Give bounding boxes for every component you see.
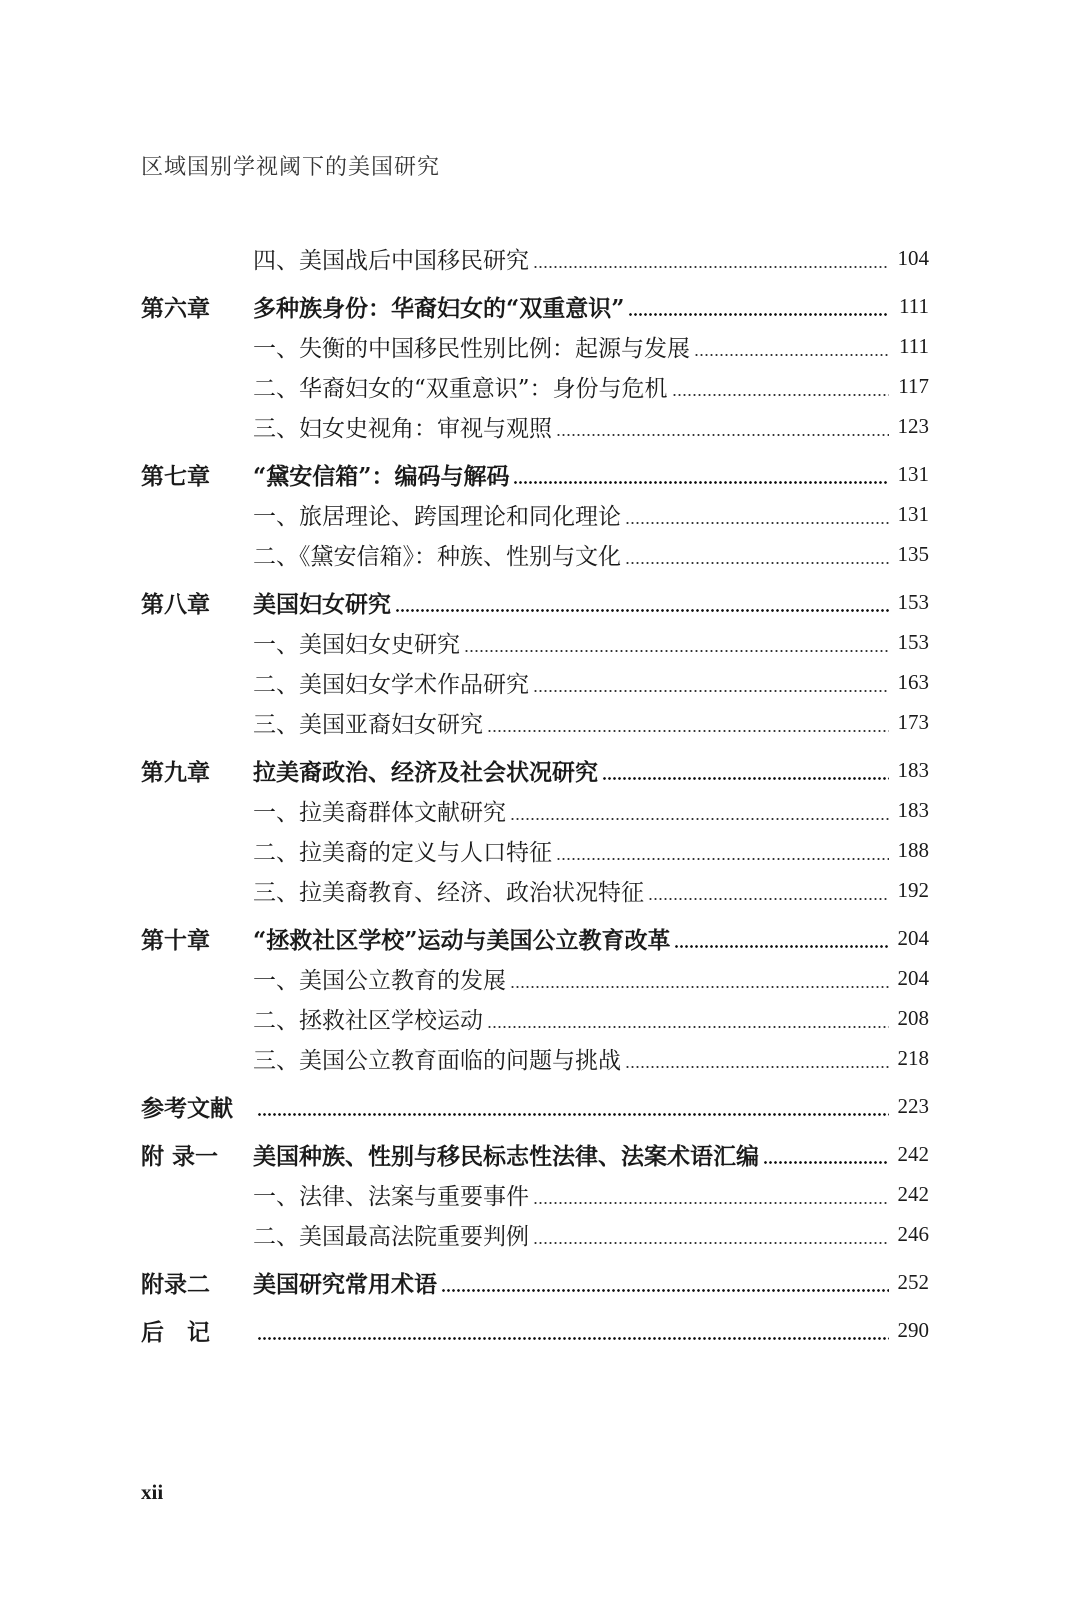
dot-leader <box>628 313 889 316</box>
toc-chapter-row <box>141 582 929 622</box>
toc-entry-label: 第七章 <box>141 462 210 490</box>
toc-chapter-row <box>141 750 929 790</box>
dot-leader <box>625 1066 889 1068</box>
dot-leader <box>556 434 889 436</box>
toc-section-row <box>141 238 929 278</box>
toc-page-number: 223 <box>897 1093 929 1118</box>
toc-chapter-row <box>141 918 929 958</box>
toc-page-number: 218 <box>897 1045 929 1070</box>
toc-entry-title: 二、美国妇女学术作品研究 <box>253 671 529 698</box>
dot-leader <box>533 690 889 692</box>
toc-chapter-row <box>141 286 929 326</box>
toc-page-number: 173 <box>897 709 929 734</box>
table-of-contents <box>141 238 929 1350</box>
dot-leader <box>625 562 889 564</box>
toc-entry-title: 二、华裔妇女的“双重意识”：身份与危机 <box>253 375 668 402</box>
toc-entry-label: 后 记 <box>141 1318 210 1346</box>
toc-section-row <box>141 622 929 662</box>
toc-page-number: 183 <box>897 797 929 822</box>
toc-entry-title: “黛安信箱”：编码与解码 <box>253 462 510 490</box>
dot-leader <box>441 1289 889 1292</box>
toc-page-number: 204 <box>897 965 929 990</box>
toc-entry-title: 三、美国亚裔妇女研究 <box>253 711 483 738</box>
toc-entry-title: 一、美国公立教育的发展 <box>253 967 506 994</box>
toc-section-row <box>141 870 929 910</box>
toc-page-number: 208 <box>897 1005 929 1030</box>
toc-page-number: 123 <box>897 413 929 438</box>
toc-section-row <box>141 958 929 998</box>
toc-page-number: 163 <box>897 669 929 694</box>
toc-page-number: 135 <box>897 541 929 566</box>
dot-leader <box>510 818 889 820</box>
toc-entry-title: 美国妇女研究 <box>253 590 391 618</box>
dot-leader <box>674 945 889 948</box>
toc-section-row <box>141 790 929 830</box>
dot-leader <box>763 1161 889 1164</box>
toc-entry-label: 附 录一 <box>141 1142 219 1170</box>
toc-entry-label: 第九章 <box>141 758 210 786</box>
toc-entry-title: 一、旅居理论、跨国理论和同化理论 <box>253 503 621 530</box>
toc-page-number: 242 <box>897 1181 929 1206</box>
dot-leader <box>672 394 889 396</box>
toc-page-number: 131 <box>897 461 929 486</box>
dot-leader <box>464 650 889 652</box>
toc-entry-title: 三、妇女史视角：审视与观照 <box>253 415 552 442</box>
toc-section-row <box>141 1174 929 1214</box>
toc-page-number: 246 <box>897 1221 929 1246</box>
toc-entry-label: 第八章 <box>141 590 210 618</box>
toc-entry-title: 一、拉美裔群体文献研究 <box>253 799 506 826</box>
dot-leader <box>556 858 889 860</box>
toc-chapter-row <box>141 1134 929 1174</box>
toc-entry-title: 美国研究常用术语 <box>253 1270 437 1298</box>
toc-entry-title: 一、法律、法案与重要事件 <box>253 1183 529 1210</box>
toc-section-row <box>141 534 929 574</box>
toc-chapter-row <box>141 1310 929 1350</box>
toc-entry-title: 四、美国战后中国移民研究 <box>253 247 529 274</box>
dot-leader <box>694 354 889 356</box>
toc-entry-label: 附录二 <box>141 1270 210 1298</box>
toc-section-row <box>141 662 929 702</box>
dot-leader <box>257 1113 889 1116</box>
toc-page-number: 104 <box>897 245 929 270</box>
toc-entry-label: 参考文献 <box>141 1094 233 1122</box>
toc-page-number: 192 <box>897 877 929 902</box>
toc-section-row <box>141 366 929 406</box>
toc-section-row <box>141 1214 929 1254</box>
dot-leader <box>625 522 889 524</box>
toc-page-number: 117 <box>898 373 929 398</box>
toc-section-row <box>141 494 929 534</box>
toc-page-number: 183 <box>897 757 929 782</box>
toc-page-number: 290 <box>897 1317 929 1342</box>
toc-page-number: 153 <box>897 629 929 654</box>
dot-leader <box>395 609 889 612</box>
toc-section-row <box>141 830 929 870</box>
toc-chapter-row <box>141 1086 929 1126</box>
dot-leader <box>533 266 889 268</box>
toc-page-number: 131 <box>897 501 929 526</box>
toc-entry-title: 多种族身份：华裔妇女的“双重意识” <box>253 294 625 322</box>
dot-leader <box>533 1202 889 1204</box>
toc-page-number: 252 <box>897 1269 929 1294</box>
toc-entry-title: 二、拉美裔的定义与人口特征 <box>253 839 552 866</box>
toc-entry-title: “拯救社区学校”运动与美国公立教育改革 <box>253 926 671 954</box>
toc-entry-title: 拉美裔政治、经济及社会状况研究 <box>253 758 598 786</box>
toc-section-row <box>141 1038 929 1078</box>
toc-page-number: 153 <box>897 589 929 614</box>
dot-leader <box>533 1242 889 1244</box>
toc-page-number: 204 <box>897 925 929 950</box>
toc-chapter-row <box>141 1262 929 1302</box>
toc-entry-title: 美国种族、性别与移民标志性法律、法案术语汇编 <box>253 1142 759 1170</box>
toc-entry-label: 第十章 <box>141 926 210 954</box>
dot-leader <box>487 730 889 732</box>
page-folio: xii <box>141 1480 164 1504</box>
toc-entry-label: 第六章 <box>141 294 210 322</box>
running-header: 区域国别学视阈下的美国研究 <box>141 155 441 180</box>
toc-page-number: 111 <box>899 293 929 318</box>
toc-section-row <box>141 702 929 742</box>
dot-leader <box>487 1026 889 1028</box>
dot-leader <box>648 898 889 900</box>
toc-chapter-row <box>141 454 929 494</box>
toc-entry-title: 三、美国公立教育面临的问题与挑战 <box>253 1047 621 1074</box>
toc-page-number: 111 <box>899 333 929 358</box>
toc-section-row <box>141 326 929 366</box>
toc-entry-title: 二、美国最高法院重要判例 <box>253 1223 529 1250</box>
dot-leader <box>513 481 889 484</box>
toc-entry-title: 一、美国妇女史研究 <box>253 631 460 658</box>
toc-entry-title: 二、拯救社区学校运动 <box>253 1007 483 1034</box>
dot-leader <box>602 777 889 780</box>
toc-page-number: 242 <box>897 1141 929 1166</box>
toc-page-number: 188 <box>897 837 929 862</box>
toc-section-row <box>141 406 929 446</box>
dot-leader <box>257 1337 889 1340</box>
toc-entry-title: 一、失衡的中国移民性别比例：起源与发展 <box>253 335 690 362</box>
toc-entry-title: 二、《黛安信箱》：种族、性别与文化 <box>253 543 621 570</box>
toc-section-row <box>141 998 929 1038</box>
toc-entry-title: 三、拉美裔教育、经济、政治状况特征 <box>253 879 644 906</box>
dot-leader <box>510 986 889 988</box>
